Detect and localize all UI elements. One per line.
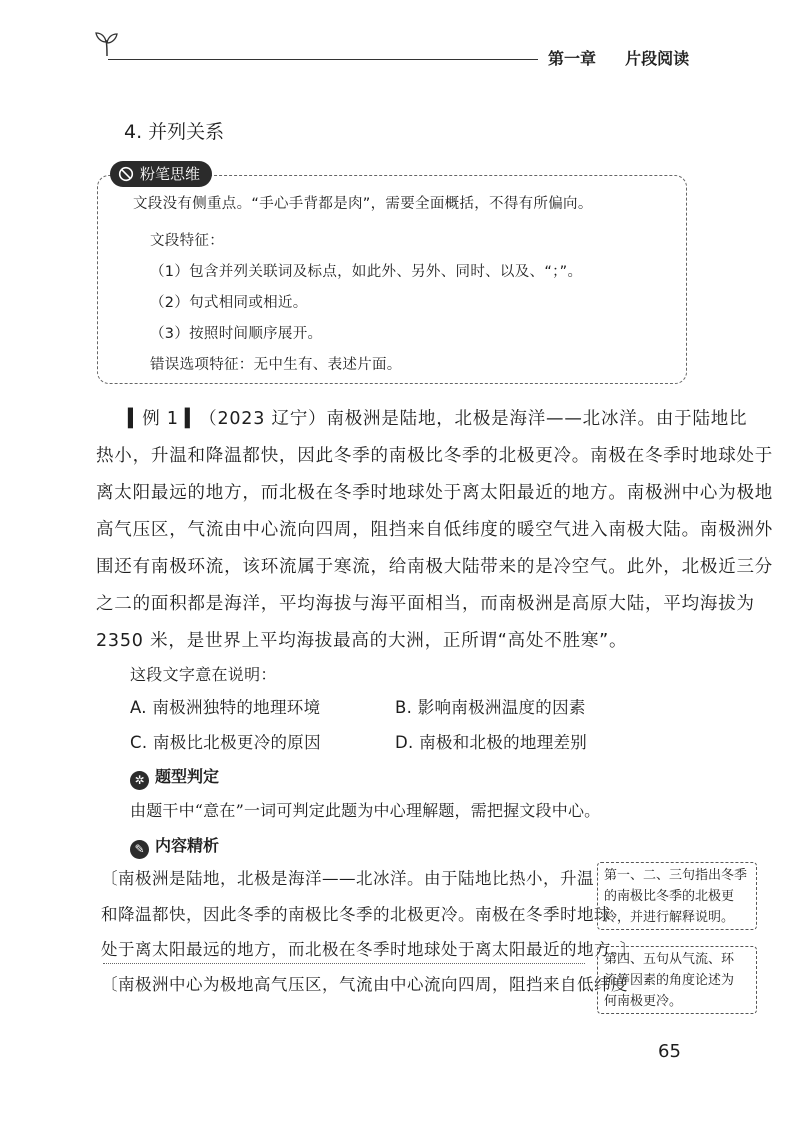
example-line: 围还有南极环流，该环流属于寒流，给南极大陆带来的是冷空气。此外，北极近三分 bbox=[96, 557, 774, 577]
analysis-line: 处于离太阳最远的地方，而北极在冬季时地球处于离太阳最近的地方。〕 bbox=[101, 940, 637, 959]
option-a: A. 南极洲独特的地理环境 bbox=[130, 698, 321, 717]
margin-note-line: 的南极比冬季的北极更 bbox=[604, 889, 735, 904]
option-d: D. 南极和北极的地理差别 bbox=[395, 733, 588, 752]
example-line: 2350 米，是世界上平均海拔最高的大洲，正所谓“高处不胜寒”。 bbox=[96, 631, 628, 651]
tip-line: （3）按照时间顺序展开。 bbox=[150, 326, 323, 342]
pen-badge-icon: ✎ bbox=[130, 840, 149, 859]
header-sprout-icon bbox=[92, 30, 122, 58]
tip-box-label-text: 粉笔思维 bbox=[140, 165, 201, 183]
analysis-line: 和降温都快，因此冬季的南极比冬季的北极更冷。南极在冬季时地球 bbox=[101, 905, 611, 924]
section-title: 4. 并列关系 bbox=[124, 121, 225, 143]
type-judgment-text: 由题干中“意在”一词可判定此题为中心理解题，需把握文段中心。 bbox=[130, 801, 601, 820]
margin-note-line: 冷，并进行解释说明。 bbox=[604, 910, 735, 925]
example-text: 南极洲是陆地，北极是海洋——北冰洋。由于陆地比 bbox=[326, 409, 748, 429]
tip-line: （2）句式相同或相近。 bbox=[150, 295, 308, 311]
type-judgment-label: 题型判定 bbox=[155, 767, 220, 786]
example-source: （2023 辽宁） bbox=[199, 409, 327, 429]
example-first-line bbox=[128, 405, 747, 430]
tip-line: 错误选项特征：无中生有、表述片面。 bbox=[150, 357, 402, 373]
margin-note-line: 第四、五句从气流、环 bbox=[604, 952, 735, 967]
margin-note-line: 何南极更冷。 bbox=[604, 994, 683, 1009]
option-b: B. 影响南极洲温度的因素 bbox=[395, 698, 586, 717]
example-line: 离太阳最远的地方，而北极在冬季时地球处于离太阳最近的地方。南极洲中心为极地 bbox=[96, 483, 774, 503]
example-line: 之二的面积都是海洋，平均海拔与海平面相当，而南极洲是高原大陆，平均海拔为 bbox=[96, 594, 755, 614]
header-chapter bbox=[548, 46, 689, 69]
margin-note bbox=[597, 946, 757, 1014]
example-line: 高气压区，气流由中心流向四周，阻挡来自低纬度的暖空气进入南极大陆。南极洲外 bbox=[96, 520, 774, 540]
margin-note-line: 流等因素的角度论述为 bbox=[604, 973, 735, 988]
content-analysis-heading bbox=[130, 833, 219, 859]
margin-note bbox=[597, 862, 757, 930]
analysis-line: 〔南极洲是陆地，北极是海洋——北冰洋。由于陆地比热小，升温 bbox=[101, 869, 594, 888]
chapter-number: 第一章 bbox=[548, 49, 597, 68]
example-bracket-right: ▍ bbox=[184, 409, 200, 429]
tip-line: 文段没有侧重点。“手心手背都是肉”，需要全面概括，不得有所偏向。 bbox=[133, 196, 593, 212]
type-judgment-heading bbox=[130, 764, 219, 790]
example-bracket-left: ▍ bbox=[128, 409, 143, 429]
example-line: 热小，升温和降温都快，因此冬季的南极比冬季的北极更冷。南极在冬季时地球处于 bbox=[96, 446, 774, 466]
margin-note-line: 第一、二、三句指出冬季 bbox=[604, 868, 748, 883]
header-rule bbox=[108, 59, 538, 60]
analysis-line: 〔南极洲中心为极地高气压区，气流由中心流向四周，阻挡来自低纬度 bbox=[101, 975, 628, 994]
tip-line: （1）包含并列关联词及标点，如此外、另外、同时、以及、“；”。 bbox=[150, 264, 583, 280]
tip-box-label bbox=[110, 161, 212, 187]
example-label: 例 1 bbox=[142, 409, 179, 429]
no-sign-icon bbox=[118, 164, 134, 190]
content-analysis-label: 内容精析 bbox=[155, 836, 220, 855]
analysis-dotted-rule bbox=[103, 963, 585, 964]
gear-badge-icon: ✲ bbox=[130, 771, 149, 790]
example-question: 这段文字意在说明： bbox=[130, 665, 277, 684]
page-number: 65 bbox=[658, 1041, 681, 1062]
tip-line: 文段特征： bbox=[150, 233, 224, 249]
option-c: C. 南极比北极更冷的原因 bbox=[130, 733, 321, 752]
chapter-title: 片段阅读 bbox=[625, 49, 690, 68]
